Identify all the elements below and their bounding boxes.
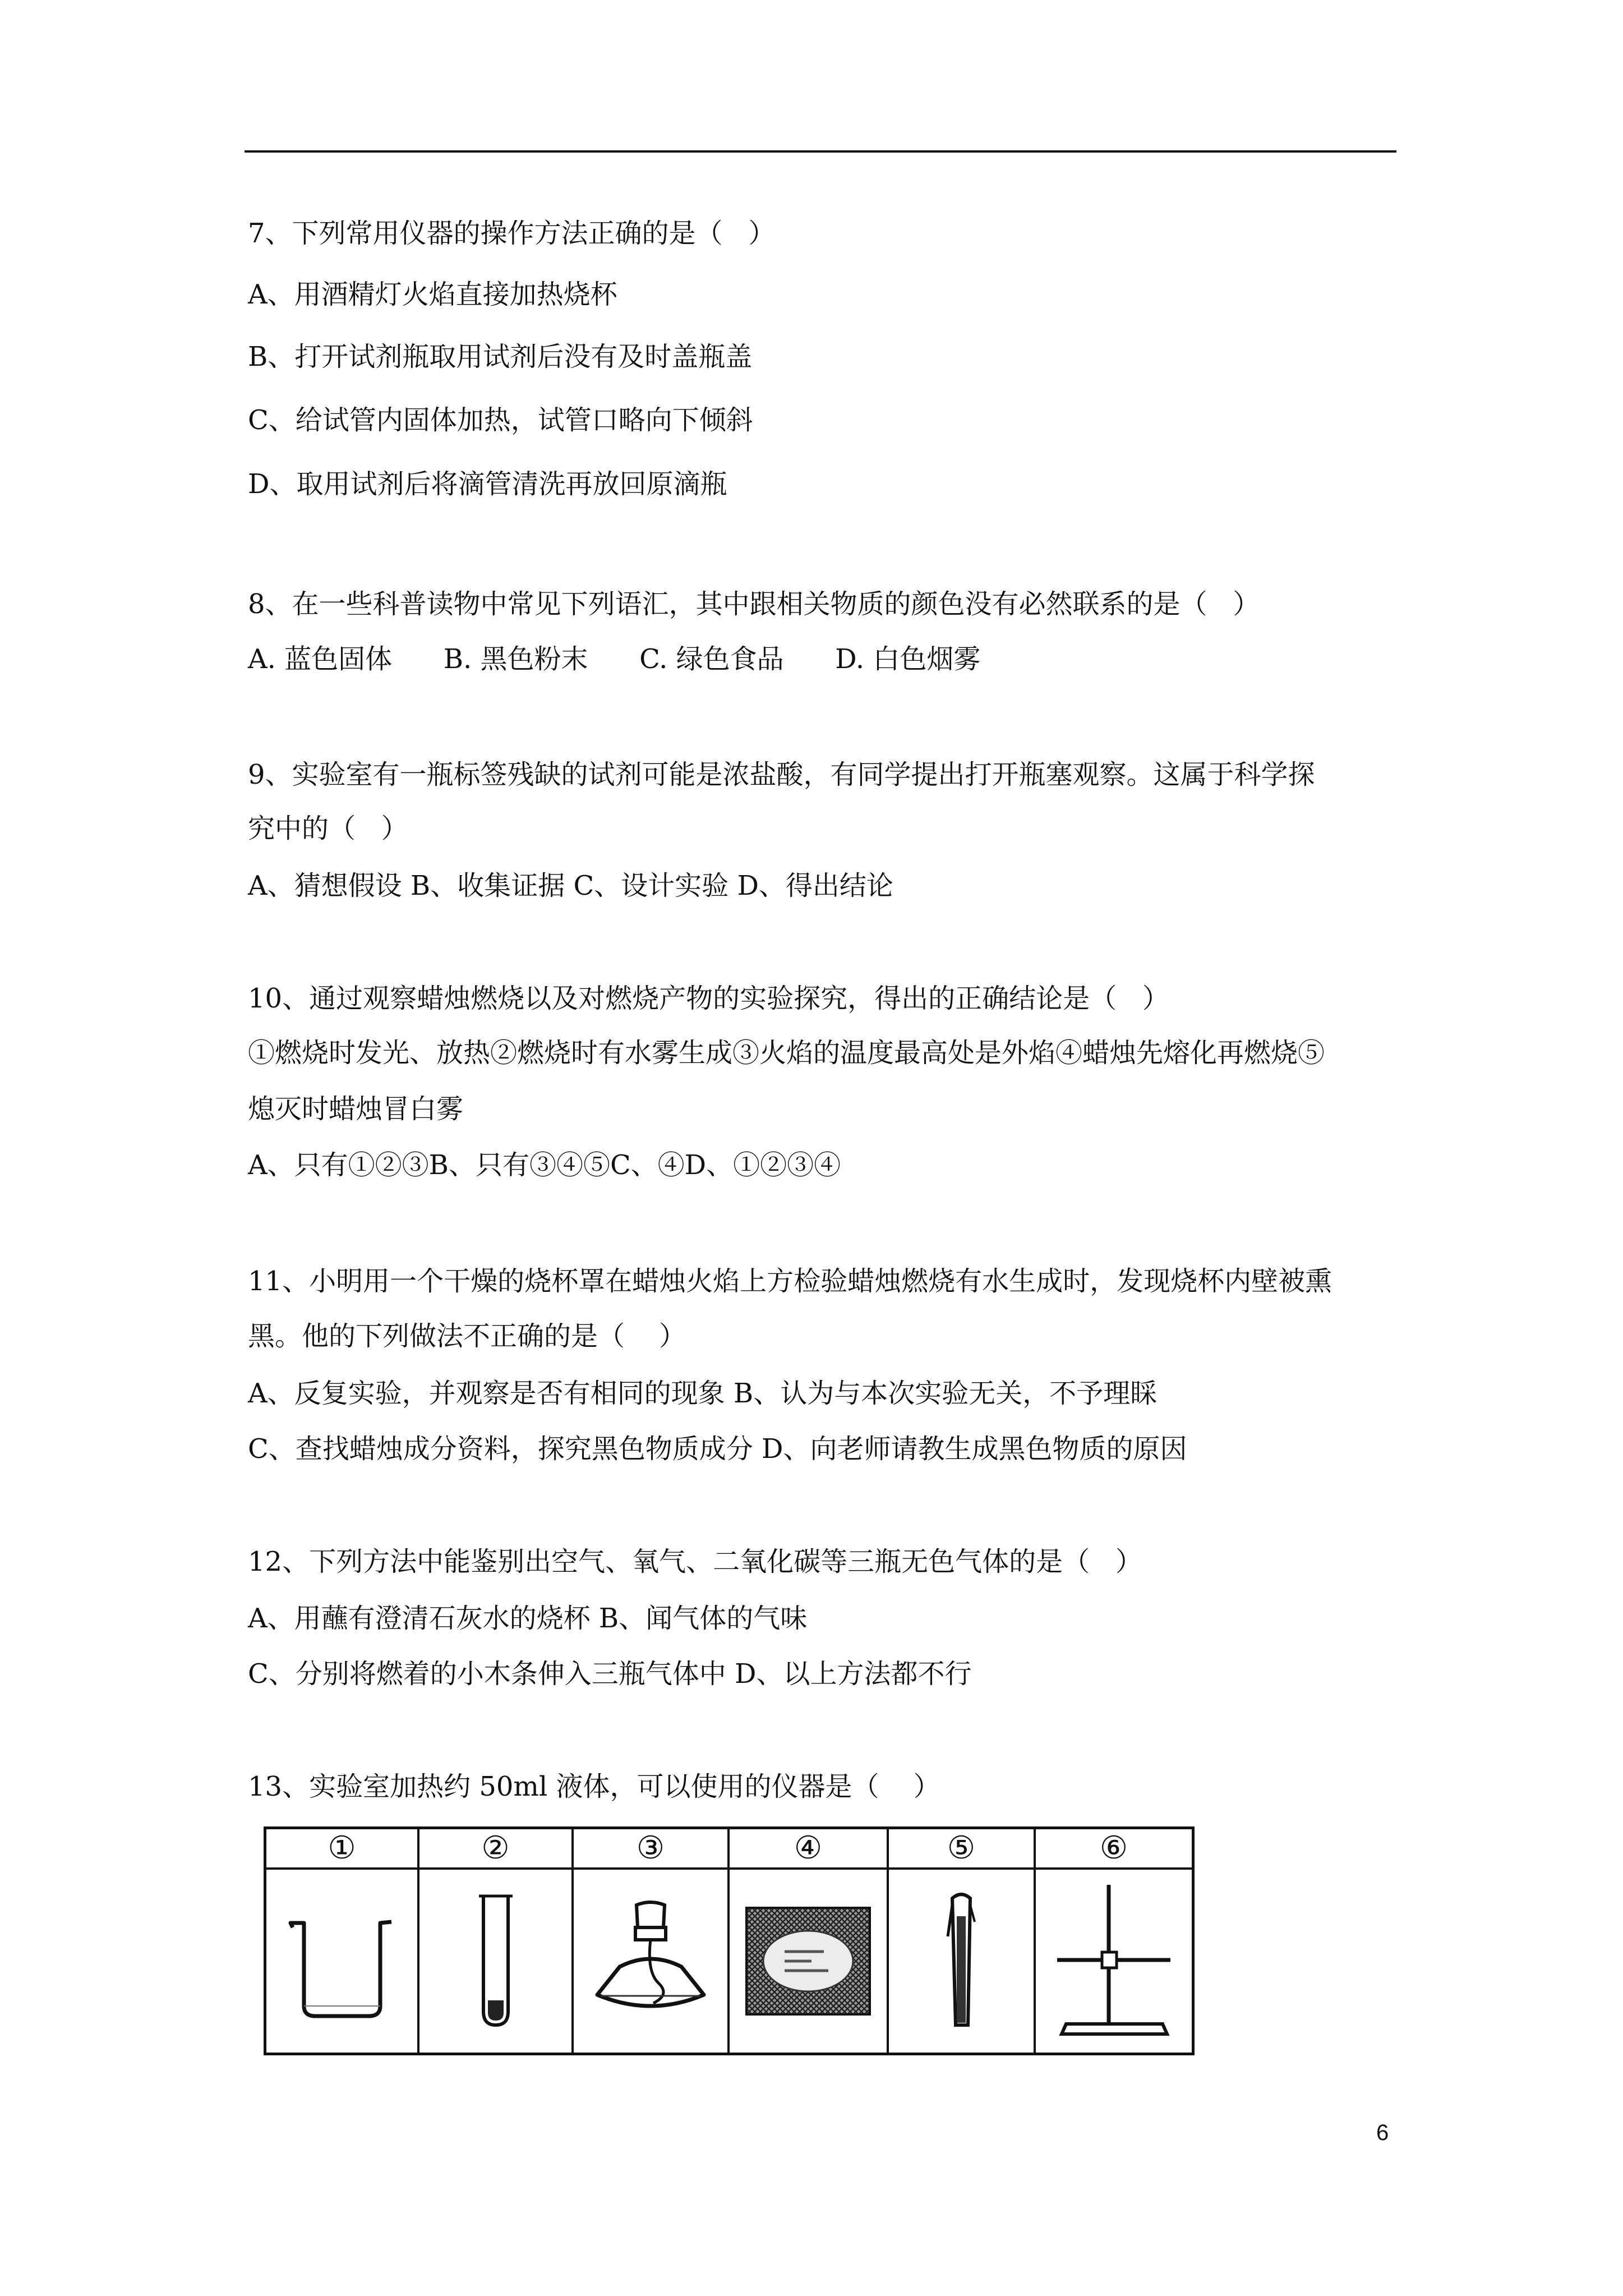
apparatus-cell-3	[574, 1829, 730, 2053]
apparatus-label-3: ③	[574, 1829, 727, 1870]
q11-options-cd: C、查找蜡烛成分资料，探究黑色物质成分 D、向老师请教生成黑色物质的原因	[248, 1433, 1187, 1465]
test-tube-icon	[419, 1870, 571, 2053]
apparatus-label-6: ⑥	[1036, 1829, 1192, 1870]
q7-option-a: A、用酒精灯火焰直接加热烧杯	[248, 279, 617, 310]
apparatus-label-1: ①	[266, 1829, 417, 1870]
apparatus-table	[264, 1826, 1195, 2055]
q12-options-ab: A、用蘸有澄清石灰水的烧杯 B、闻气体的气味	[248, 1603, 808, 1634]
q9-options: A、猜想假设 B、收集证据 C、设计实验 D、得出结论	[248, 870, 893, 901]
apparatus-cell-5	[889, 1829, 1036, 2053]
q10-stem: 10、通过观察蜡烛燃烧以及对燃烧产物的实验探究，得出的正确结论是（ ）	[248, 983, 1169, 1014]
q9-stem-cont: 究中的（ ）	[248, 813, 408, 844]
q12-options-cd: C、分别将燃着的小木条伸入三瓶气体中 D、以上方法都不行	[248, 1658, 972, 1690]
iron-stand-icon	[1036, 1870, 1192, 2053]
apparatus-label-2: ②	[419, 1829, 571, 1870]
alcohol-lamp-icon	[574, 1870, 727, 2053]
header-rule	[245, 150, 1396, 153]
q8-stem: 8、在一些科普读物中常见下列语汇，其中跟相关物质的颜色没有必然联系的是（ ）	[248, 588, 1260, 620]
q9-stem: 9、实验室有一瓶标签残缺的试剂可能是浓盐酸，有同学提出打开瓶塞观察。这属于科学探	[248, 759, 1315, 790]
apparatus-cell-4	[730, 1829, 889, 2053]
apparatus-cell-2	[419, 1829, 574, 2053]
q11-options-ab: A、反复实验，并观察是否有相同的现象 B、认为与本次实验无关，不予理睬	[248, 1378, 1158, 1409]
apparatus-cell-6	[1036, 1829, 1192, 2053]
q13-stem: 13、实验室加热约 50ml 液体，可以使用的仪器是（ ）	[248, 1771, 940, 1802]
q7-option-b: B、打开试剂瓶取用试剂后没有及时盖瓶盖	[248, 341, 753, 372]
q11-stem-cont: 黑。他的下列做法不正确的是（ ）	[248, 1320, 686, 1352]
asbestos-gauze-icon	[730, 1870, 887, 2053]
q10-statements-cont: 熄灭时蜡烛冒白雾	[248, 1093, 464, 1125]
q10-statements: ①燃烧时发光、放热②燃烧时有水雾生成③火焰的温度最高处是外焰④蜡烛先熔化再燃烧⑤	[248, 1037, 1325, 1069]
q10-options: A、只有①②③B、只有③④⑤C、④D、①②③④	[248, 1149, 841, 1181]
beaker-icon	[266, 1870, 417, 2053]
test-tube-holder-icon	[889, 1870, 1034, 2053]
q7-stem: 7、下列常用仪器的操作方法正确的是（ ）	[248, 218, 776, 249]
page-number: 6	[1376, 2120, 1389, 2145]
q12-stem: 12、下列方法中能鉴别出空气、氧气、二氧化碳等三瓶无色气体的是（ ）	[248, 1546, 1142, 1577]
apparatus-label-4: ④	[730, 1829, 887, 1870]
q7-option-d: D、取用试剂后将滴管清洗再放回原滴瓶	[248, 468, 727, 500]
q7-option-c: C、给试管内固体加热，试管口略向下倾斜	[248, 404, 753, 436]
q8-options: A. 蓝色固体 B. 黑色粉末 C. 绿色食品 D. 白色烟雾	[248, 643, 981, 675]
apparatus-label-5: ⑤	[889, 1829, 1034, 1870]
q11-stem: 11、小明用一个干燥的烧杯罩在蜡烛火焰上方检验蜡烛燃烧有水生成时，发现烧杯内壁被熏	[248, 1266, 1332, 1297]
apparatus-cell-1	[266, 1829, 419, 2053]
